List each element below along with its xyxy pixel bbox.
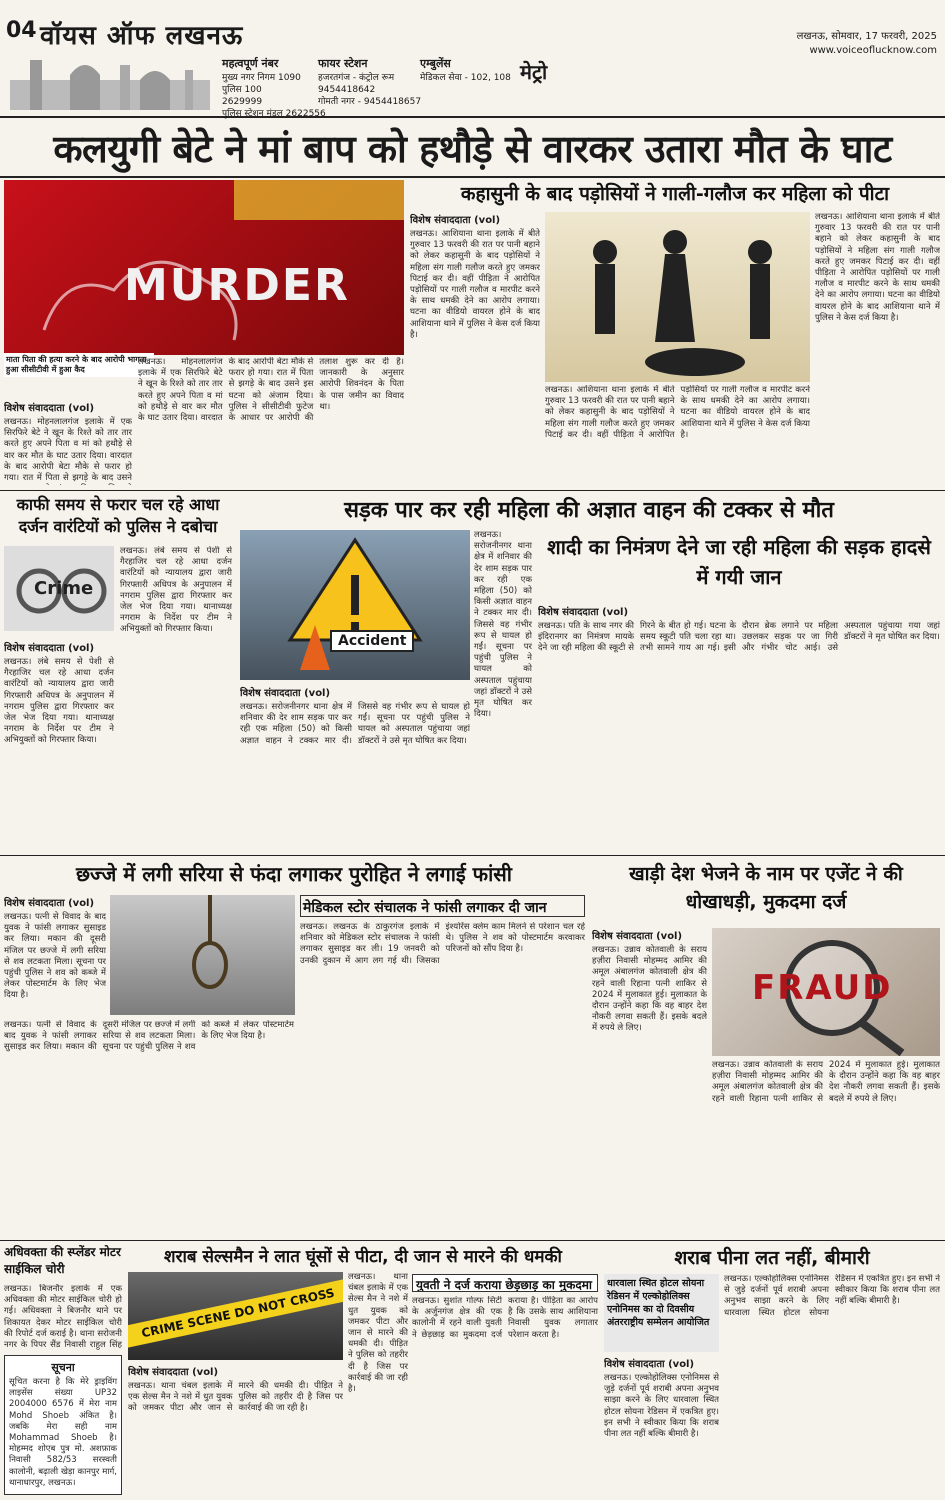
contacts-important: महत्वपूर्ण नंबर मुख्य नगर निगम 1090 पुलिस 100 2629999 पुलिस स्टेशन मंडल 2622556 <box>222 57 326 119</box>
story5-body: लखनऊ। पति के साथ नगर की इंदिरानगर का निमंत्रण मायके देने जा रही महिला की स्कूटी से गिरने के बीत हो गई। घटना के समय स्कूटी पति चला रहा था। तभी सामने गाय आ गई। इसी दौरान ब्रेक लगाने पर महिला उछलकर सड़क पर जा गिरी और गंभीर चोट आई। उसे अस्पताल पहुंचाया गया जहां डॉक्टरों ने मृत घोषित कर दिया। <box>538 621 940 654</box>
fraud-image-text: FRAUD <box>752 968 893 1008</box>
story10-body: लखनऊ। सुशांत गोल्फ सिटी के अर्जुनगंज क्षेत्र की एक कालोनी में रहने वाली युवती ने छेड़छाड़ का मुकदमा दर्ज कराया है। पीड़िता का आरोप है कि उसके साथ आशियाना निवासी युवक लगातार परेशान करता है। <box>412 1296 598 1340</box>
story7-headline: खाड़ी देश भेजने के नाम पर एजेंट ने की धोखाधड़ी, मुकदमा दर्ज <box>629 863 903 913</box>
story11-cols: लखनऊ। एल्कोहोलिक्स एनोनिमस से जुड़े दर्जनों पूर्व शराबी अपना अनुभव साझा करने के लिए धारवाला स्थित होटल सोयना रेडिसन में एकत्रित हुए। इन सभी ने स्वीकार किया कि शराब पीना लत नहीं बल्कि बीमारी है। <box>724 1274 940 1318</box>
story6-sub-body: लखनऊ। लखनऊ के ठाकुरगंज इलाके में शनिवार को मेडिकल स्टोर संचालक ने फांसी लगाकर सुसाइड कर ली। 19 जनवरी को उनकी दुकान में आग लग गई थी। जिसका इंश्योरेंस क्लेम काम मिलने से परेशान चल रहे थे। पुलिस ने शव को पोस्टमार्टम करवाकर परिजनों को सौंप दिया है। <box>300 922 585 966</box>
story3-headline: काफी समय से फरार चल रहे आधा दर्जन वारंटियों को पुलिस ने दबोचा <box>16 495 220 536</box>
story7-body: लखनऊ। उन्नाव कोतवाली के सराय हज़ीरा निवासी मोहम्मद आमिर की अमूल अंबालगंज कोतवाली क्षेत्र की रहने वाली रिहाना पत्नी शाकिर से 2024 में मुलाकात हुई। मुलाकात के दौरान उन्होंने कहा कि वह बाहर देश नौकरी लगवा सकती हैं। इसके बदले में रुपये ले लिए। <box>592 945 707 1034</box>
contacts-ambulance: एम्बुलेंस मेडिकल सेवा - 102, 108 <box>420 57 511 83</box>
story2-col1 <box>410 212 540 487</box>
noose-image <box>110 895 295 1015</box>
accident-image <box>240 530 470 680</box>
accident-image-text: Accident <box>330 630 414 652</box>
story9-col2: लखनऊ। थाना चंबल इलाके में एक सेल्स मैन ने नशे में धुत युवक को जमकर पीटा और जान से मारने की धमकी दी। पीड़ित ने पुलिस को तहरीर दी है जिस पर कार्रवाई की जा रही है। <box>348 1272 408 1395</box>
story4-headline: सड़क पार कर रही महिला की अज्ञात वाहन की टक्कर से मौत <box>344 498 834 523</box>
lead-byline: विशेष संवाददाता (vol) <box>4 403 95 414</box>
crime-tape-text: CRIME SCENE DO NOT CROSS <box>128 1277 343 1348</box>
contacts-fire: फायर स्टेशन हजरतगंज - कंट्रोल रूम 9454418642 गोमती नगर - 9454418657 <box>318 57 422 107</box>
silhouette-icon <box>545 212 810 382</box>
story11-byline: विशेष संवाददाता (vol) <box>604 1359 695 1370</box>
story11-sub-headline: धारवाला स्थित होटल सोयना रेडिसन में एल्कोहोलिक्स एनोनिमस का दो दिवसीय अंतरराष्ट्रीय सम्मेलन आयोजित <box>604 1274 719 1352</box>
story8-body: लखनऊ। बिजनौर इलाके में एक अधिवक्ता की मोटर साईकिल चोरी हो गई। अधिवक्ता ने बिजनौर थाने पर शिकायत देकर मोटर साईकिल चोरी की रिपोर्ट दर्ज कराई है। थाना सरोजनी नगर के पिपर सैंड निवासी राहुल सिंह <box>4 1284 122 1350</box>
story2-body: लखनऊ। आशियाना थाना इलाके में बीते गुरुवार 13 फरवरी की रात पर पानी बहाने को लेकर कहासुनी के बाद पड़ोसियों ने महिला संग गाली गलौज करते हुए जमकर पिटाई कर दी। वहीं पीड़िता ने आरोपित पड़ोसियों पर गाली गलौज व मारपीट करने के साथ धमकी देने का आरोप लगाया। घटना का वीडियो वायरल होने के बाद आशियाना थाने में पुलिस ने केस दर्ज किया है। <box>410 229 540 340</box>
noose-icon <box>110 895 295 1015</box>
story4-col2: लखनऊ। सरोजनीनगर थाना क्षेत्र में शनिवार की देर शाम सड़क पार कर रही एक महिला (50) को किसी अज्ञात वाहन ने टक्कर मार दी। जिससे वह गंभीर रूप से घायल हो गईं। सूचना पर पहुंची पुलिस ने घायल को अस्पताल पहुंचाया जहां डॉक्टरों ने उसे मृत घोषित कर दिया। <box>474 530 532 720</box>
story5-byline: विशेष संवाददाता (vol) <box>538 607 629 618</box>
story6-headline: छज्जे में लगी सरिया से फंदा लगाकर पुरोहित ने लगाई फांसी <box>76 862 512 886</box>
story6-col1 <box>4 895 106 1020</box>
story4-col1 <box>240 685 470 850</box>
story3-byline: विशेष संवाददाता (vol) <box>4 643 95 654</box>
crime-image-text: Crime <box>34 578 94 599</box>
story6-body: लखनऊ। पत्नी से विवाद के बाद युवक ने फांसी लगाकर सुसाइड कर लिया। मकान की दूसरी मंजिल पर छज्जे में लगी सरिया से शव लटकता मिला। सूचना पर पहुंची पुलिस ने शव को कब्जे में लेकर पोस्टमार्टम के लिए भेज दिया है। <box>4 912 106 1001</box>
story6-sub-headline: मेडिकल स्टोर संचालक ने फांसी लगाकर दी जान <box>300 895 585 917</box>
public-notice <box>4 1355 122 1495</box>
brand-title: वॉयस ऑफ लखनऊ <box>40 21 244 51</box>
story11-body: लखनऊ। एल्कोहोलिक्स एनोनिमस से जुड़े दर्जनों पूर्व शराबी अपना अनुभव साझा करने के लिए धारवाला स्थित होटल सोयना रेडिसन में एकत्रित हुए। इन सभी ने स्वीकार किया कि शराब पीना लत नहीं बल्कि बीमारी है। <box>604 1373 719 1440</box>
story4-byline: विशेष संवाददाता (vol) <box>240 688 331 699</box>
story9-col1 <box>128 1364 343 1496</box>
murder-image <box>4 180 404 355</box>
notice-title: सूचना <box>51 1361 75 1374</box>
lead-article-cols: लखनऊ। मोहनलालगंज इलाके में एक सिरफिरे बेटे ने खून के रिश्ते को तार तार करते हुए अपने पिता व मां को हथौड़े से वार कर मौत के घाट उतार दिया। वारदात के बाद आरोपी बेटा मौके से फरार हो गया। रात में पिता से झगड़े के बाद उसने इस घटना को अंजाम दिया। पुलिस ने सीसीटीवी फुटेज के आधार पर आरोपी की तलाश शुरू कर दी है। जानकारी के अनुसार आरोपी शिवनंदन के पिता के पास जमीन का विवाद था। <box>138 357 404 424</box>
story4-body: लखनऊ। सरोजनीनगर थाना क्षेत्र में शनिवार की देर शाम सड़क पार कर रही एक महिला (50) को किसी अज्ञात वाहन ने टक्कर मार दी। जिससे वह गंभीर रूप से घायल हो गईं। सूचना पर पहुंची पुलिस ने घायल को अस्पताल पहुंचाया जहां डॉक्टरों ने उसे मृत घोषित कर दिया। <box>240 702 470 746</box>
fraud-image <box>712 928 940 1056</box>
story7-cols: लखनऊ। उन्नाव कोतवाली के सराय हज़ीरा निवासी मोहम्मद आमिर की अमूल अंबालगंज कोतवाली क्षेत्र की रहने वाली रिहाना पत्नी शाकिर से 2024 में मुलाकात हुई। मुलाकात के दौरान उन्होंने कहा कि वह बाहर देश नौकरी लगवा सकती हैं। इसके बदले में रुपये ले लिए। <box>712 1060 940 1104</box>
story9-byline: विशेष संवाददाता (vol) <box>128 1367 219 1378</box>
story7-byline: विशेष संवाददाता (vol) <box>592 931 683 942</box>
story10-headline: युवती ने दर्ज कराया छेड़छाड़ का मुकदमा <box>412 1274 598 1292</box>
story2-col-last: लखनऊ। आशियाना थाना इलाके में बीते गुरुवार 13 फरवरी की रात पर पानी बहाने को लेकर कहासुनी के बाद पड़ोसियों ने महिला संग गाली गलौज करते हुए जमकर पिटाई कर दी। वहीं पीड़िता ने आरोपित पड़ोसियों पर गाली गलौज व मारपीट करने के साथ धमकी देने का आरोप लगाया। घटना का वीडियो वायरल होने के बाद आशियाना थाने में पुलिस ने केस दर्ज किया है। <box>815 212 940 323</box>
city-skyline-icon <box>10 50 210 110</box>
story2-cols: लखनऊ। आशियाना थाना इलाके में बीते गुरुवार 13 फरवरी की रात पर पानी बहाने को लेकर कहासुनी के बाद पड़ोसियों ने महिला संग गाली गलौज करते हुए जमकर पिटाई कर दी। वहीं पीड़िता ने आरोपित पड़ोसियों पर गाली गलौज व मारपीट करने के साथ धमकी देने का आरोप लगाया। घटना का वीडियो वायरल होने के बाद आशियाना थाने में पुलिस ने केस दर्ज किया है। <box>545 385 810 440</box>
lead-body: लखनऊ। मोहनलालगंज इलाके में एक सिरफिरे बेटे ने खून के रिश्ते को तार तार करते हुए अपने पिता व मां को हथौड़े से वार कर मौत के घाट उतार दिया। वारदात के बाद आरोपी बेटा मौके से फरार हो गया। रात में पिता से झगड़े के बाद उसने <box>4 417 132 484</box>
murder-image-text: MURDER <box>124 260 350 311</box>
fight-silhouette-image <box>545 212 810 382</box>
masthead <box>0 0 945 118</box>
story9-headline: शराब सेल्समैन ने लात घूंसों से पीटा, दी जान से मारने की धमकी <box>164 1247 562 1267</box>
lead-article-col1 <box>4 400 132 485</box>
story6-byline: विशेष संवाददाता (vol) <box>4 898 95 909</box>
lead-caption: माता पिता की हत्या करने के बाद आरोपी भागता हुआ सीसीटीवी में हुआ कैद <box>4 353 154 377</box>
crime-scene-image <box>128 1272 343 1360</box>
story2-byline: विशेष संवाददाता (vol) <box>410 215 501 226</box>
story5-headline: शादी का निमंत्रण देने जा रही महिला की सड़क हादसे में गयी जान <box>547 535 931 589</box>
crime-handcuff-image <box>4 546 114 631</box>
lead-headline: कलयुगी बेटे ने मां बाप को हथौड़े से वारकर उतारा मौत के घाट <box>53 127 892 171</box>
story7-col1 <box>592 928 707 1233</box>
story11-headline: शराब पीना लत नहीं, बीमारी <box>674 1247 870 1269</box>
section-label: मेट्रो <box>520 60 548 84</box>
notice-body: सूचित करना है कि मेरे ड्राइविंग लाइसेंस संख्या UP32 2004000 6576 में मेरा नाम Mohd Shoeb अंकित है। जबकि मेरा सही नाम Mohammad Shoeb है। मोहम्मद शोएब पुत्र मो. अशफ़ाक निवासी 582/53 सरस्वती कालोनी, बढ़ाली खेड़ा कानपुर मार्ग, थानाधारपुर, लखनऊ। <box>9 1377 117 1488</box>
dateline: लखनऊ, सोमवार, 17 फरवरी, 2025 www.voiceoflucknow.com <box>796 31 937 56</box>
story3-col1 <box>4 640 114 850</box>
warning-sign-icon <box>240 530 470 680</box>
story3-body: लखनऊ। लंबे समय से पेशी से गैरहाजिर चल रहे आधा दर्जन वारंटियों को न्यायालय द्वारा जारी गिरफ्तारी अधिपत्र के अनुपालन में नगराम पुलिस द्वारा गिरफ्तार कर जेल भेज दिया गया। थानाध्यक्ष नगराम के निर्देश पर टीम ने अभियुक्तों को गिरफ्तार किया। <box>4 657 114 746</box>
story8-headline: अधिवक्ता की स्प्लेंडर मोटर साईकिल चोरी <box>4 1245 121 1276</box>
story5-article <box>538 604 940 850</box>
story11-col1 <box>604 1356 719 1496</box>
story6-cols: लखनऊ। पत्नी से विवाद के बाद युवक ने फांसी लगाकर सुसाइड कर लिया। मकान की दूसरी मंजिल पर छज्जे में लगी सरिया से शव लटकता मिला। सूचना पर पहुंची पुलिस ने शव को कब्जे में लेकर पोस्टमार्टम के लिए भेज दिया है। <box>4 1020 294 1053</box>
story3-col2: लखनऊ। लंबे समय से पेशी से गैरहाजिर चल रहे आधा दर्जन वारंटियों को न्यायालय द्वारा जारी गिरफ्तारी अधिपत्र के अनुपालन में नगराम पुलिस द्वारा गिरफ्तार कर जेल भेज दिया गया। थानाध्यक्ष नगराम के निर्देश पर टीम ने अभियुक्तों को गिरफ्तार किया। <box>120 546 232 635</box>
page-number: 04 <box>6 18 37 43</box>
story2-headline: कहासुनी के बाद पड़ोसियों ने गाली-गलौज कर महिला को पीटा <box>460 183 890 205</box>
story9-body: लखनऊ। थाना चंबल इलाके में एक सेल्स मैन ने नशे में धुत युवक को जमकर पीटा और जान से मारने की धमकी दी। पीड़ित ने पुलिस को तहरीर दी है जिस पर कार्रवाई की जा रही है। <box>128 1381 343 1414</box>
